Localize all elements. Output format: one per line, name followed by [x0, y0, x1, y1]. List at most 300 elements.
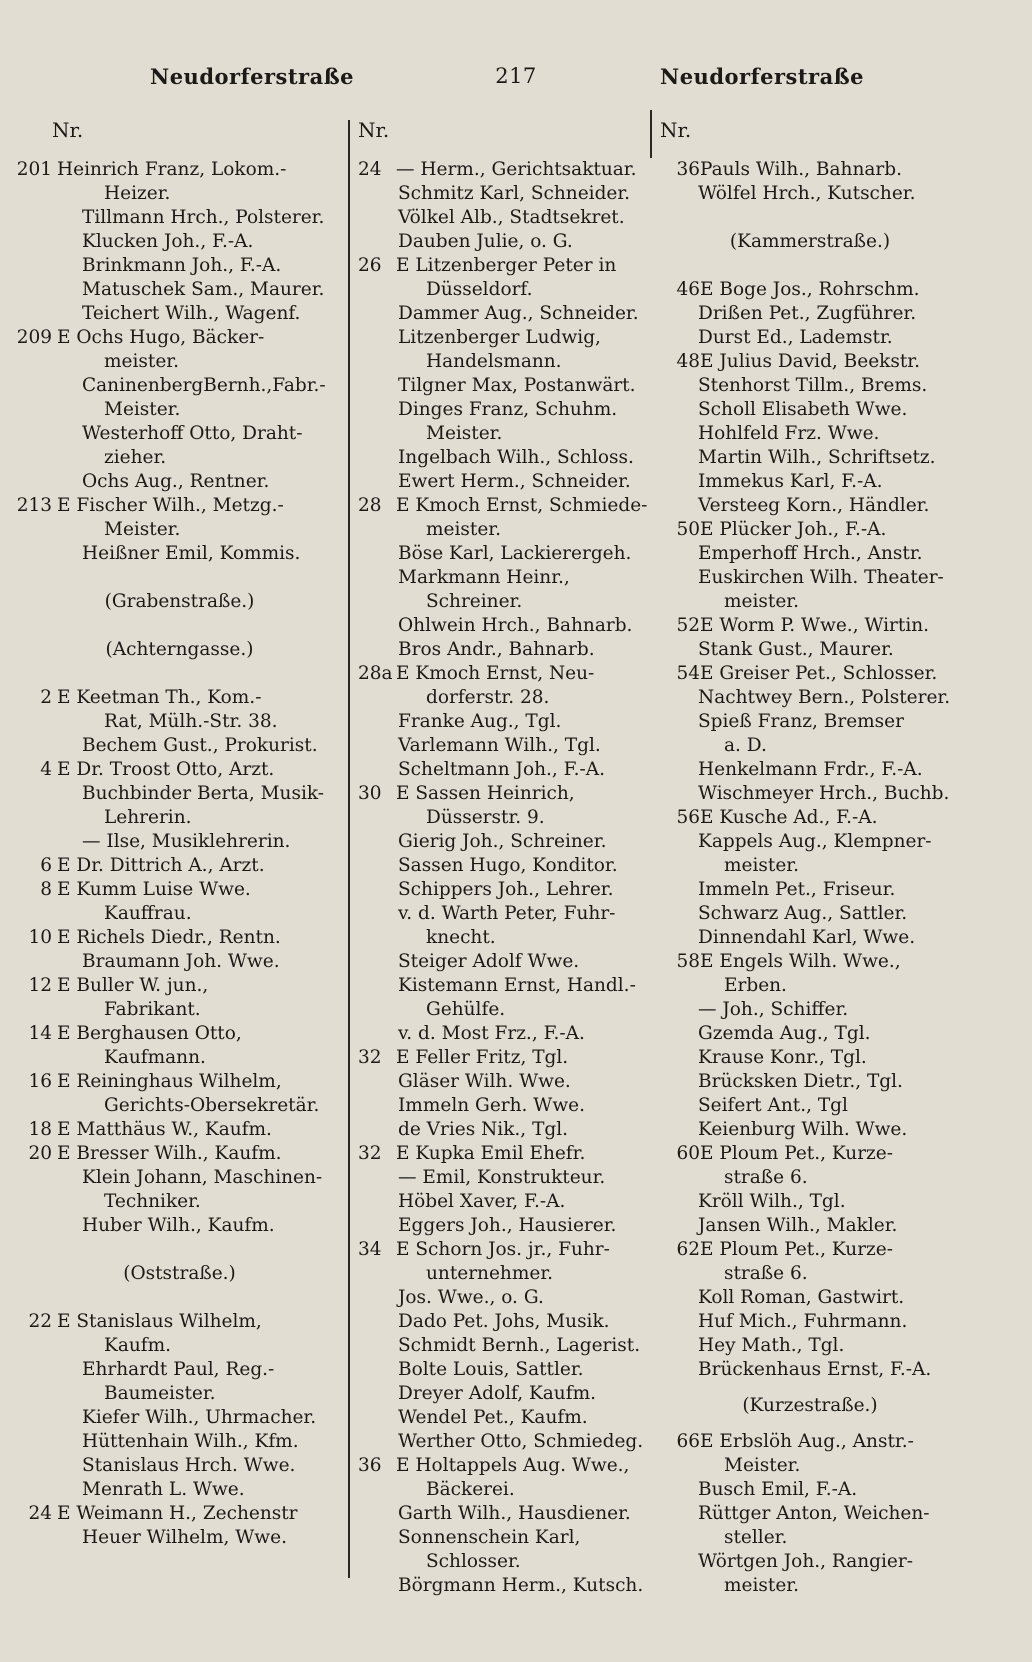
directory-entry-line — [12, 1094, 347, 1118]
entry-text: Ohlwein Hrch., Bahnarb. — [398, 615, 633, 636]
entry-text: E Kusche Ad., F.-A. — [700, 807, 878, 828]
entry-text: E Ploum Pet., Kurze- — [700, 1239, 893, 1260]
entry-text: E Kumm Luise Wwe. — [57, 879, 251, 900]
entry-text: Westerhoff Otto, Draht- — [82, 423, 303, 444]
entry-text: Lehrerin. — [104, 807, 192, 828]
entry-text: unternehmer. — [426, 1263, 554, 1284]
entry-text: v. d. Most Frz., F.-A. — [398, 1023, 585, 1044]
directory-entry-line — [358, 470, 648, 494]
directory-entry-line — [358, 566, 648, 590]
directory-entry-line — [660, 470, 960, 494]
entry-text: Meister. — [104, 399, 181, 420]
entry-text: Rüttger Anton, Weichen- — [698, 1503, 930, 1524]
house-number: 201 — [16, 159, 52, 180]
entry-text: E Kupka Emil Ehefr. — [396, 1143, 586, 1164]
directory-entry-line — [12, 1382, 347, 1406]
entry-text: Dammer Aug., Schneider. — [398, 303, 639, 324]
directory-entry-line — [358, 710, 648, 734]
directory-entry-line — [660, 854, 960, 878]
entry-text: Stenhorst Tillm., Brems. — [698, 375, 928, 396]
entry-text: Immekus Karl, F.-A. — [698, 471, 883, 492]
entry-text: Henkelmann Frdr., F.-A. — [698, 759, 923, 780]
directory-entry-line — [660, 830, 960, 854]
directory-entry-line — [660, 1262, 960, 1286]
directory-entry-line — [12, 278, 347, 302]
entry-text: Bechem Gust., Prokurist. — [82, 735, 318, 756]
entry-text: knecht. — [426, 927, 496, 948]
directory-entry-line — [12, 1430, 347, 1454]
directory-entry-line — [358, 1526, 648, 1550]
directory-entry-line — [660, 1118, 960, 1142]
directory-entry-line — [660, 1190, 960, 1214]
directory-entry-line — [12, 926, 347, 950]
entry-text: Schmidt Bernh., Lagerist. — [398, 1335, 641, 1356]
entry-text: E Berghausen Otto, — [57, 1023, 242, 1044]
entry-text: Schreiner. — [426, 591, 523, 612]
house-number: 34 — [358, 1239, 382, 1260]
entry-text: E Reininghaus Wilhelm, — [57, 1071, 282, 1092]
directory-entry-line — [660, 278, 960, 302]
house-number: 6 — [40, 855, 52, 876]
directory-entry-line — [12, 806, 347, 830]
directory-entry-line — [660, 710, 960, 734]
entry-text: Kistemann Ernst, Handl.- — [398, 975, 636, 996]
entry-text: v. d. Warth Peter, Fuhr- — [398, 903, 616, 924]
directory-entry-line — [12, 686, 347, 710]
house-number: 8 — [40, 879, 52, 900]
entry-text: E Dr. Troost Otto, Arzt. — [57, 759, 275, 780]
entry-text: Düsseldorf. — [426, 279, 533, 300]
spacer — [12, 614, 347, 638]
entry-text: Heizer. — [104, 183, 171, 204]
entry-text: Drißen Pet., Zugführer. — [698, 303, 917, 324]
entry-text: Jansen Wilh., Makler. — [698, 1215, 898, 1236]
entry-text: Klucken Joh., F.-A. — [82, 231, 254, 252]
directory-entry-line — [358, 206, 648, 230]
directory-entry-line — [358, 1022, 648, 1046]
house-number: 46 — [676, 279, 700, 300]
entry-text: E Greiser Pet., Schlosser. — [700, 663, 938, 684]
directory-entry-line — [358, 590, 648, 614]
entry-text: Wendel Pet., Kaufm. — [398, 1407, 588, 1428]
entry-text: Kiefer Wilh., Uhrmacher. — [82, 1407, 317, 1428]
header-right-title: Neudorferstraße — [660, 64, 865, 89]
entry-text: Jos. Wwe., o. G. — [398, 1287, 544, 1308]
directory-entry-line — [358, 902, 648, 926]
directory-entry-line — [358, 1310, 648, 1334]
directory-entry-line — [358, 1382, 648, 1406]
entry-text: Gierig Joh., Schreiner. — [398, 831, 607, 852]
entry-text: Hey Math., Tgl. — [698, 1335, 845, 1356]
directory-entry-line — [660, 998, 960, 1022]
entry-text: Hüttenhain Wilh., Kfm. — [82, 1431, 299, 1452]
entry-text: Heuer Wilhelm, Wwe. — [82, 1527, 287, 1548]
directory-entry-line — [12, 878, 347, 902]
directory-entry-line — [358, 230, 648, 254]
entry-text: — Herm., Gerichtsaktuar. — [396, 159, 637, 180]
directory-entry-line — [660, 1478, 960, 1502]
entry-text: Meister. — [724, 1455, 801, 1476]
entry-text: Börgmann Herm., Kutsch. — [398, 1575, 644, 1596]
directory-entry-line — [12, 374, 347, 398]
entry-text: Euskirchen Wilh. Theater- — [698, 567, 944, 588]
directory-entry-line — [358, 974, 648, 998]
entry-text: E Erbslöh Aug., Anstr.- — [700, 1431, 914, 1452]
directory-entry-line — [358, 734, 648, 758]
directory-entry-line — [12, 830, 347, 854]
entry-text: Stanislaus Hrch. Wwe. — [82, 1455, 296, 1476]
directory-entry-line — [660, 686, 960, 710]
directory-entry-line — [660, 806, 960, 830]
directory-entry-line — [358, 1214, 648, 1238]
directory-entry-line — [358, 398, 648, 422]
entry-text: Wölfel Hrch., Kutscher. — [698, 183, 916, 204]
directory-entry-line — [12, 254, 347, 278]
entry-text: E Richels Diedr., Rentn. — [57, 927, 281, 948]
directory-entry-line — [12, 950, 347, 974]
directory-entry-line — [660, 638, 960, 662]
column-label: Nr. — [660, 118, 692, 142]
entry-text: meister. — [426, 519, 501, 540]
column-2 — [358, 118, 648, 1598]
entry-text: Koll Roman, Gastwirt. — [698, 1287, 905, 1308]
directory-entry-line — [12, 446, 347, 470]
entry-text: straße 6. — [724, 1263, 808, 1284]
directory-entry-line — [660, 182, 960, 206]
directory-entry-line — [358, 542, 648, 566]
entry-text: Kauffrau. — [104, 903, 192, 924]
entry-text: Meister. — [104, 519, 181, 540]
directory-entry-line — [660, 374, 960, 398]
entry-text: Busch Emil, F.-A. — [698, 1479, 858, 1500]
directory-entry-line — [12, 350, 347, 374]
directory-entry-line — [358, 518, 648, 542]
directory-entry-line — [660, 1454, 960, 1478]
directory-entry-line — [660, 1094, 960, 1118]
column-divider-right — [650, 110, 652, 158]
entry-text: Sassen Hugo, Konditor. — [398, 855, 618, 876]
house-number: 58 — [676, 951, 700, 972]
directory-entry-line — [12, 758, 347, 782]
directory-entry-line — [358, 614, 648, 638]
directory-entry-line — [12, 1358, 347, 1382]
directory-entry-line — [660, 1070, 960, 1094]
entry-text: Teichert Wilh., Wagenf. — [82, 303, 301, 324]
entry-text: Franke Aug., Tgl. — [398, 711, 562, 732]
directory-entry-line — [12, 974, 347, 998]
house-number: 12 — [28, 975, 52, 996]
directory-entry-line — [12, 494, 347, 518]
house-number: 28a — [358, 663, 393, 684]
house-number: 18 — [28, 1119, 52, 1140]
directory-entry-line — [12, 470, 347, 494]
entry-text: Werther Otto, Schmiedeg. — [398, 1431, 644, 1452]
directory-entry-line — [12, 1310, 347, 1334]
directory-entry-line — [12, 542, 347, 566]
entry-text: Techniker. — [104, 1191, 201, 1212]
directory-entry-line — [660, 1334, 960, 1358]
house-number: 2 — [40, 687, 52, 708]
directory-entry-line — [358, 302, 648, 326]
entry-text: Ewert Herm., Schneider. — [398, 471, 631, 492]
directory-entry-line — [660, 1046, 960, 1070]
directory-entry-line — [660, 494, 960, 518]
directory-entry-line — [660, 542, 960, 566]
entry-text: E Stanislaus Wilhelm, — [57, 1311, 262, 1332]
spacer — [12, 662, 347, 686]
entry-text: Brückenhaus Ernst, F.-A. — [698, 1359, 932, 1380]
entry-text: Huf Mich., Fuhrmann. — [698, 1311, 908, 1332]
directory-entry-line — [660, 758, 960, 782]
directory-entry-line — [660, 1502, 960, 1526]
directory-entry-line — [358, 326, 648, 350]
directory-entry-line — [12, 1526, 347, 1550]
entry-text: Braumann Joh. Wwe. — [82, 951, 280, 972]
entry-text: Heißner Emil, Kommis. — [82, 543, 301, 564]
entry-text: Wörtgen Joh., Rangier- — [698, 1551, 913, 1572]
directory-entry-line — [12, 326, 347, 350]
entry-text: meister. — [104, 351, 179, 372]
entry-text: Dinnendahl Karl, Wwe. — [698, 927, 916, 948]
directory-entry-line — [12, 518, 347, 542]
entry-text: Handelsmann. — [426, 351, 562, 372]
entry-text: E Fischer Wilh., Metzg.- — [57, 495, 284, 516]
entry-text: Klein Johann, Maschinen- — [82, 1167, 323, 1188]
entry-text: Bros Andr., Bahnarb. — [398, 639, 595, 660]
entry-text: Gehülfe. — [426, 999, 506, 1020]
house-number: 32 — [358, 1143, 382, 1164]
house-number: 32 — [358, 1047, 382, 1068]
directory-entry-line — [12, 1142, 347, 1166]
directory-entry-line — [12, 1190, 347, 1214]
directory-entry-line — [660, 1526, 960, 1550]
entry-text: E Matthäus W., Kaufm. — [57, 1119, 272, 1140]
directory-entry-line — [660, 974, 960, 998]
entry-text: Matuschek Sam., Maurer. — [82, 279, 325, 300]
house-number: 48 — [676, 351, 700, 372]
directory-entry-line — [12, 1454, 347, 1478]
entry-text: Sonnenschein Karl, — [398, 1527, 581, 1548]
spacer — [660, 1418, 960, 1430]
section-heading: (Kurzestraße.) — [742, 1395, 878, 1416]
directory-entry-line — [12, 1478, 347, 1502]
spacer — [12, 566, 347, 590]
directory-entry-line — [358, 1454, 648, 1478]
entry-text: Nachtwey Bern., Polsterer. — [698, 687, 951, 708]
house-number: 28 — [358, 495, 382, 516]
house-number: 22 — [28, 1311, 52, 1332]
house-number: 209 — [16, 327, 52, 348]
directory-entry-line — [12, 398, 347, 422]
directory-entry-line — [12, 182, 347, 206]
house-number: 26 — [358, 255, 382, 276]
entry-text: Eggers Joh., Hausierer. — [398, 1215, 617, 1236]
spacer — [12, 1238, 347, 1262]
spacer — [12, 1286, 347, 1310]
directory-entry-line — [358, 1070, 648, 1094]
entry-text: E Kmoch Ernst, Schmiede- — [396, 495, 648, 516]
directory-entry-line — [358, 1262, 648, 1286]
house-number: 52 — [676, 615, 700, 636]
entry-text: Dinges Franz, Schuhm. — [398, 399, 618, 420]
directory-entry-line — [12, 1118, 347, 1142]
directory-entry-line — [12, 734, 347, 758]
directory-entry-line — [358, 1334, 648, 1358]
entry-text: Völkel Alb., Stadtsekret. — [398, 207, 625, 228]
entry-text: — Emil, Konstrukteur. — [398, 1167, 606, 1188]
directory-entry-line — [358, 854, 648, 878]
directory-entry-line — [12, 1046, 347, 1070]
directory-entry-line — [358, 1406, 648, 1430]
directory-entry-line — [660, 950, 960, 974]
directory-entry-line — [660, 398, 960, 422]
directory-entry-line — [660, 662, 960, 686]
entry-text: Immeln Pet., Friseur. — [698, 879, 896, 900]
page-number: 217 — [495, 64, 537, 88]
entry-text: Baumeister. — [104, 1383, 216, 1404]
directory-entry-line — [660, 350, 960, 374]
directory-entry-line — [660, 734, 960, 758]
entry-text: straße 6. — [724, 1167, 808, 1188]
directory-entry-line — [660, 782, 960, 806]
entry-text: E Plücker Joh., F.-A. — [700, 519, 887, 540]
entry-text: E Holtappels Aug. Wwe., — [396, 1455, 630, 1476]
directory-entry-line — [660, 566, 960, 590]
entry-text: Heinrich Franz, Lokom.- — [57, 159, 287, 180]
entry-text: Markmann Heinr., — [398, 567, 570, 588]
entry-text: Ingelbach Wilh., Schloss. — [398, 447, 634, 468]
entry-text: Erben. — [724, 975, 787, 996]
directory-entry-line — [358, 782, 648, 806]
house-number: 20 — [28, 1143, 52, 1164]
entry-list — [660, 158, 960, 1598]
entry-list — [12, 158, 347, 1550]
directory-entry-line — [12, 1334, 347, 1358]
house-number: 62 — [676, 1239, 700, 1260]
directory-entry-line — [660, 422, 960, 446]
directory-entry-line — [358, 1430, 648, 1454]
spacer — [660, 254, 960, 278]
entry-text: Dreyer Adolf, Kaufm. — [398, 1383, 596, 1404]
entry-text: — Ilse, Musiklehrerin. — [82, 831, 291, 852]
entry-text: Brücksken Dietr., Tgl. — [698, 1071, 903, 1092]
directory-entry-line — [358, 638, 648, 662]
directory-entry-line — [358, 686, 648, 710]
directory-entry-line — [12, 422, 347, 446]
directory-entry-line — [660, 518, 960, 542]
directory-entry-line — [12, 158, 347, 182]
house-number: 54 — [676, 663, 700, 684]
entry-text: Versteeg Korn., Händler. — [698, 495, 930, 516]
column-1 — [12, 118, 347, 1550]
house-number: 56 — [676, 807, 700, 828]
directory-entry-line — [358, 350, 648, 374]
house-number: 66 — [676, 1431, 700, 1452]
entry-text: Keienburg Wilh. Wwe. — [698, 1119, 908, 1140]
house-number: 24 — [28, 1503, 52, 1524]
entry-text: CaninenbergBernh.,Fabr.- — [82, 375, 326, 396]
entry-text: Gläser Wilh. Wwe. — [398, 1071, 571, 1092]
entry-text: E Bresser Wilh., Kaufm. — [57, 1143, 282, 1164]
directory-entry-line — [358, 182, 648, 206]
directory-entry-line — [660, 1358, 960, 1382]
directory-entry-line — [660, 1310, 960, 1334]
directory-entry-line — [358, 374, 648, 398]
directory-entry-line — [660, 1166, 960, 1190]
entry-text: E Litzenberger Peter in — [396, 255, 617, 276]
directory-entry-line — [12, 206, 347, 230]
entry-text: dorferstr. 28. — [426, 687, 550, 708]
directory-entry-line — [12, 1070, 347, 1094]
directory-entry-line — [358, 878, 648, 902]
entry-text: E Sassen Heinrich, — [396, 783, 575, 804]
entry-text: E Keetman Th., Kom.- — [57, 687, 262, 708]
section-heading: (Achterngasse.) — [105, 639, 254, 660]
directory-entry-line — [660, 326, 960, 350]
house-number: 10 — [28, 927, 52, 948]
entry-text: Dado Pet. Johs, Musik. — [398, 1311, 610, 1332]
entry-text: zieher. — [104, 447, 167, 468]
directory-entry-line — [12, 902, 347, 926]
house-number: 50 — [676, 519, 700, 540]
entry-text: Tillmann Hrch., Polsterer. — [82, 207, 325, 228]
directory-entry-line — [12, 710, 347, 734]
entry-text: Gerichts-Obersekretär. — [104, 1095, 320, 1116]
entry-text: Steiger Adolf Wwe. — [398, 951, 580, 972]
entry-text: Kaufm. — [104, 1335, 172, 1356]
entry-text: steller. — [724, 1527, 788, 1548]
directory-entry-line — [660, 1430, 960, 1454]
entry-text: Seifert Ant., Tgl — [698, 1095, 848, 1116]
directory-entry-line — [358, 446, 648, 470]
section-heading: (Oststraße.) — [123, 1263, 236, 1284]
entry-text: Düsserstr. 9. — [426, 807, 545, 828]
directory-entry-line — [660, 614, 960, 638]
directory-entry-line — [358, 950, 648, 974]
directory-entry-line — [660, 158, 960, 182]
directory-entry-line — [358, 806, 648, 830]
directory-entry-line — [358, 422, 648, 446]
entry-text: Meister. — [426, 423, 503, 444]
directory-entry-line — [660, 1238, 960, 1262]
house-number: 36 — [358, 1455, 382, 1476]
directory-entry-line — [358, 1358, 648, 1382]
entry-text: Stank Gust., Maurer. — [698, 639, 894, 660]
directory-entry-line — [358, 830, 648, 854]
directory-entry-line — [358, 998, 648, 1022]
entry-text: Kröll Wilh., Tgl. — [698, 1191, 846, 1212]
directory-entry-line — [12, 854, 347, 878]
directory-entry-line — [358, 1118, 648, 1142]
entry-text: Höbel Xaver, F.-A. — [398, 1191, 566, 1212]
entry-list — [358, 158, 648, 1598]
entry-text: E Kmoch Ernst, Neu- — [396, 663, 595, 684]
directory-entry-line — [358, 158, 648, 182]
entry-text: Litzenberger Ludwig, — [398, 327, 601, 348]
entry-text: Buchbinder Berta, Musik- — [82, 783, 324, 804]
directory-entry-line — [660, 1214, 960, 1238]
directory-entry-line — [358, 1094, 648, 1118]
directory-entry-line — [12, 1022, 347, 1046]
entry-text: Menrath L. Wwe. — [82, 1479, 245, 1500]
directory-entry-line — [660, 1022, 960, 1046]
entry-text: E Buller W. jun., — [57, 975, 209, 996]
directory-entry-line — [358, 1190, 648, 1214]
directory-entry-line — [12, 1166, 347, 1190]
directory-entry-line — [358, 1502, 648, 1526]
house-number: 24 — [358, 159, 382, 180]
entry-text: Dauben Julie, o. G. — [398, 231, 573, 252]
